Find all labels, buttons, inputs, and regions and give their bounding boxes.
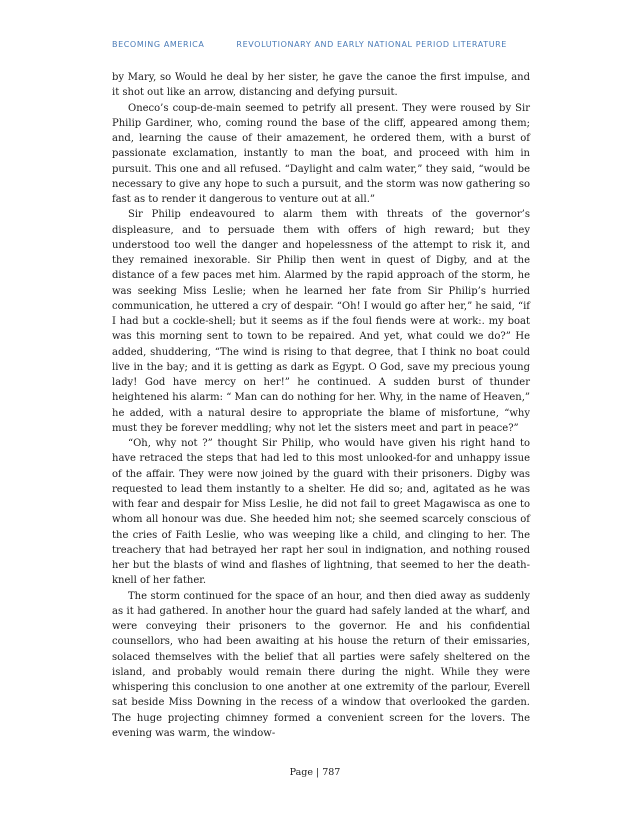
paragraph: by Mary, so Would he deal by her sister, he gave the canoe the first impulse, and it shot out like an arrow, distancing and defying pursuit. bbox=[112, 72, 530, 99]
paragraph: “Oh, why not ?” thought Sir Philip, who would have given his right hand to have retraced the steps that had led to this most unlooked-for and unhappy issue of the affair. They were now joined by the guard with their prisoners. Digby was requested to lead them instantly to a shelter. He did so; and, agitated as he was with fear and despair for Miss Leslie, he did not fail to greet Magawisca as one to whom all honour was due. She heeded him not; she seemed scarcely conscious of the cries of Faith Leslie, who was weeping like a child, and clinging to her. The treachery that had betrayed her rapt her soul in indignation, and nothing roused her but the blasts of wind and flashes of lightning, that seemed to her the death-knell of her father. bbox=[112, 438, 530, 587]
page-number: Page | 787 bbox=[289, 767, 341, 778]
book-title: BECOMING AMERICA bbox=[112, 40, 205, 49]
running-header bbox=[112, 40, 532, 49]
paragraph: Oneco’s coup-de-main seemed to petrify all present. They were roused by Sir Philip Gardiner, who, coming round the base of the cliff, appeared among them; and, learning the cause of their amazement, he ordered them, with a burst of passionate exclamation, instantly to man the boat, and proceed with him in pursuit. This one and all refused. “Daylight and calm water,” they said, “would be necessary to give any hope to such a pursuit, and the storm was now gathering so fast as to render it dangerous to venture out at all.” bbox=[112, 102, 530, 205]
paragraph: Sir Philip endeavoured to alarm them with threats of the governor’s displeasure, and to persuade them with offers of high reward; but they understood too well the danger and hopelessness of the attempt to risk it, and they remained inexorable. Sir Philip then went in quest of Digby, and at the distance of a few paces met him. Alarmed by the rapid approach of the storm, he was seeking Miss Leslie; when he learned her fate from Sir Philip’s hurried communication, he uttered a cry of despair. “Oh! I would go after her,” he said, “if I had but a cockle-shell; but it seems as if the foul fiends were at work:. my boat was this morning sent to town to be repaired. And yet, what could we do?” He added, shuddering, “The wind is rising to that degree, that I think no boat could live in the bay; and it is getting as dark as Egypt. O God, save my precious young lady! God have mercy on her!” he continued. A sudden burst of thunder heightened his alarm: “ Man can do nothing for her. Why, in the name of Heaven,” he added, with a natural desire to appropriate the blame of misfortune, “why must they be forever meddling; why not let the sisters meet and part in peace?” bbox=[112, 209, 530, 434]
body-text bbox=[112, 70, 530, 741]
paragraph: The storm continued for the space of an hour, and then died away as suddenly as it had gathered. In another hour the guard had safely landed at the wharf, and were conveying their prisoners to the governor. He and his confidential counsellors, who had been awaiting at his house the return of their emissaries, solaced themselves with the belief that all parties were safely sheltered on the island, and probably would remain there during the night. While they were whispering this conclusion to one another at one extremity of the parlour, Everell sat beside Miss Downing in the recess of a window that overlooked the garden. The huge projecting chimney formed a convenient screen for the lovers. The evening was warm, the window- bbox=[112, 590, 530, 739]
section-title: REVOLUTIONARY AND EARLY NATIONAL PERIOD LITERATURE bbox=[236, 40, 507, 49]
